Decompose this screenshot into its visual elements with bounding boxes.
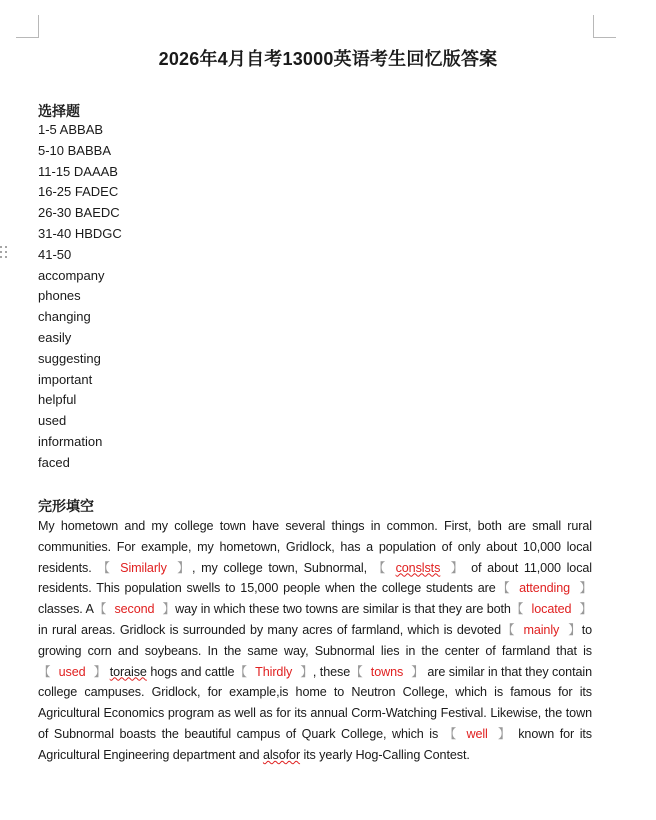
bracket-close: 】 [300, 664, 313, 679]
list-item: faced [38, 454, 70, 470]
cloze-text: known for its Agricultural Engineering department and [38, 726, 592, 762]
bracket-open: 【 [372, 560, 388, 575]
bracket-open: 【 [495, 581, 512, 596]
list-item: accompany [38, 267, 105, 283]
cloze-text: toraise [109, 664, 147, 679]
list-item: suggesting [38, 350, 101, 366]
list-item: 31-40 HBDGC [38, 225, 122, 241]
cloze-paragraph [38, 516, 592, 766]
list-item: helpful [38, 392, 77, 408]
cloze-answer: towns [370, 664, 404, 679]
list-item: important [38, 371, 93, 387]
bracket-close: 】 [567, 622, 582, 637]
cloze-text: are similar in that they contain college campuses. Gridlock, for example,is home to Neutron College, which is famous for its Agricultural Economics program as well as for its annual Corm-Watching Festival. Likewise, the town of Subnormal boasts the beautiful campus of Quark College, which is [38, 664, 592, 741]
cloze-answer: used [58, 664, 86, 679]
bracket-close: 】 [578, 581, 592, 596]
cloze-text: to growing corn and soybeans. In the same way, Subnormal lies in the center of farmland that is [38, 622, 592, 658]
cloze-answer: second [114, 602, 155, 617]
answer-list [38, 120, 122, 474]
list-item: used [38, 413, 67, 429]
cloze-text: hogs and cattle [150, 664, 235, 679]
bracket-open: 【 [93, 602, 107, 617]
bracket-open: 【 [510, 602, 524, 617]
list-item: phones [38, 288, 81, 304]
bracket-close: 】 [448, 560, 466, 575]
bracket-close: 】 [579, 602, 593, 617]
bracket-close: 】 [162, 602, 176, 617]
list-item: 11-15 DAAAB [38, 163, 118, 179]
list-item: 16-25 FADEC [38, 184, 119, 200]
document-title: 2026年4月自考13000英语考生回忆版答案 [158, 49, 498, 69]
cloze-text: way in which these two towns are similar is that they are both [175, 602, 511, 617]
bracket-open: 【 [443, 726, 459, 741]
cloze-answer: attending [519, 581, 571, 596]
cloze-answer: well [466, 726, 488, 741]
list-item: 1-5 ABBAB [38, 122, 104, 137]
cloze-text: its yearly Hog-Calling Contest. [303, 747, 470, 762]
list-item: information [38, 433, 103, 449]
list-item: 26-30 BAEDC [38, 205, 120, 221]
cloze-text: , my college town, Subnormal, [191, 560, 368, 575]
cloze-text: My hometown and my college town have several things in common. First, both are small rural communities. For example, my hometown, Gridlock, has a population of only about 10,000 local residents. [38, 519, 592, 575]
section-heading-cloze: 完形填空 [38, 498, 94, 514]
list-item: 5-10 BABBA [38, 142, 111, 158]
list-item: easily [38, 329, 72, 345]
bracket-close: 】 [174, 560, 192, 575]
cloze-answer: mainly [523, 622, 560, 637]
list-item: 41-50 [38, 246, 72, 262]
bracket-close: 】 [495, 726, 513, 741]
page-corner-mark [593, 15, 616, 38]
section-heading-choice: 选择题 [38, 103, 80, 119]
bracket-open: 【 [234, 664, 248, 679]
bracket-close: 】 [411, 664, 424, 679]
cloze-text: in rural areas. Gridlock is surrounded by many acres of farmland, which is devoted [38, 622, 501, 637]
cloze-text: alsofor [262, 747, 301, 762]
bracket-open: 【 [38, 664, 51, 679]
list-item: changing [38, 309, 91, 325]
cloze-text: , these [312, 664, 351, 679]
cloze-text: of about 11,000 local residents. This population swells to 15,000 people when the college students are [38, 560, 592, 596]
bracket-open: 【 [350, 664, 363, 679]
cloze-answer: Similarly [120, 560, 167, 575]
cloze-answer: Thirdly [255, 664, 293, 679]
cloze-text: classes. A [38, 602, 94, 617]
bracket-open: 【 [500, 622, 516, 637]
page-corner-mark [16, 15, 39, 38]
drag-handle-icon[interactable] [0, 246, 9, 264]
cloze-answer: conslsts [395, 560, 441, 575]
bracket-open: 【 [97, 560, 113, 575]
cloze-answer: located [531, 602, 572, 617]
bracket-close: 】 [93, 664, 107, 679]
